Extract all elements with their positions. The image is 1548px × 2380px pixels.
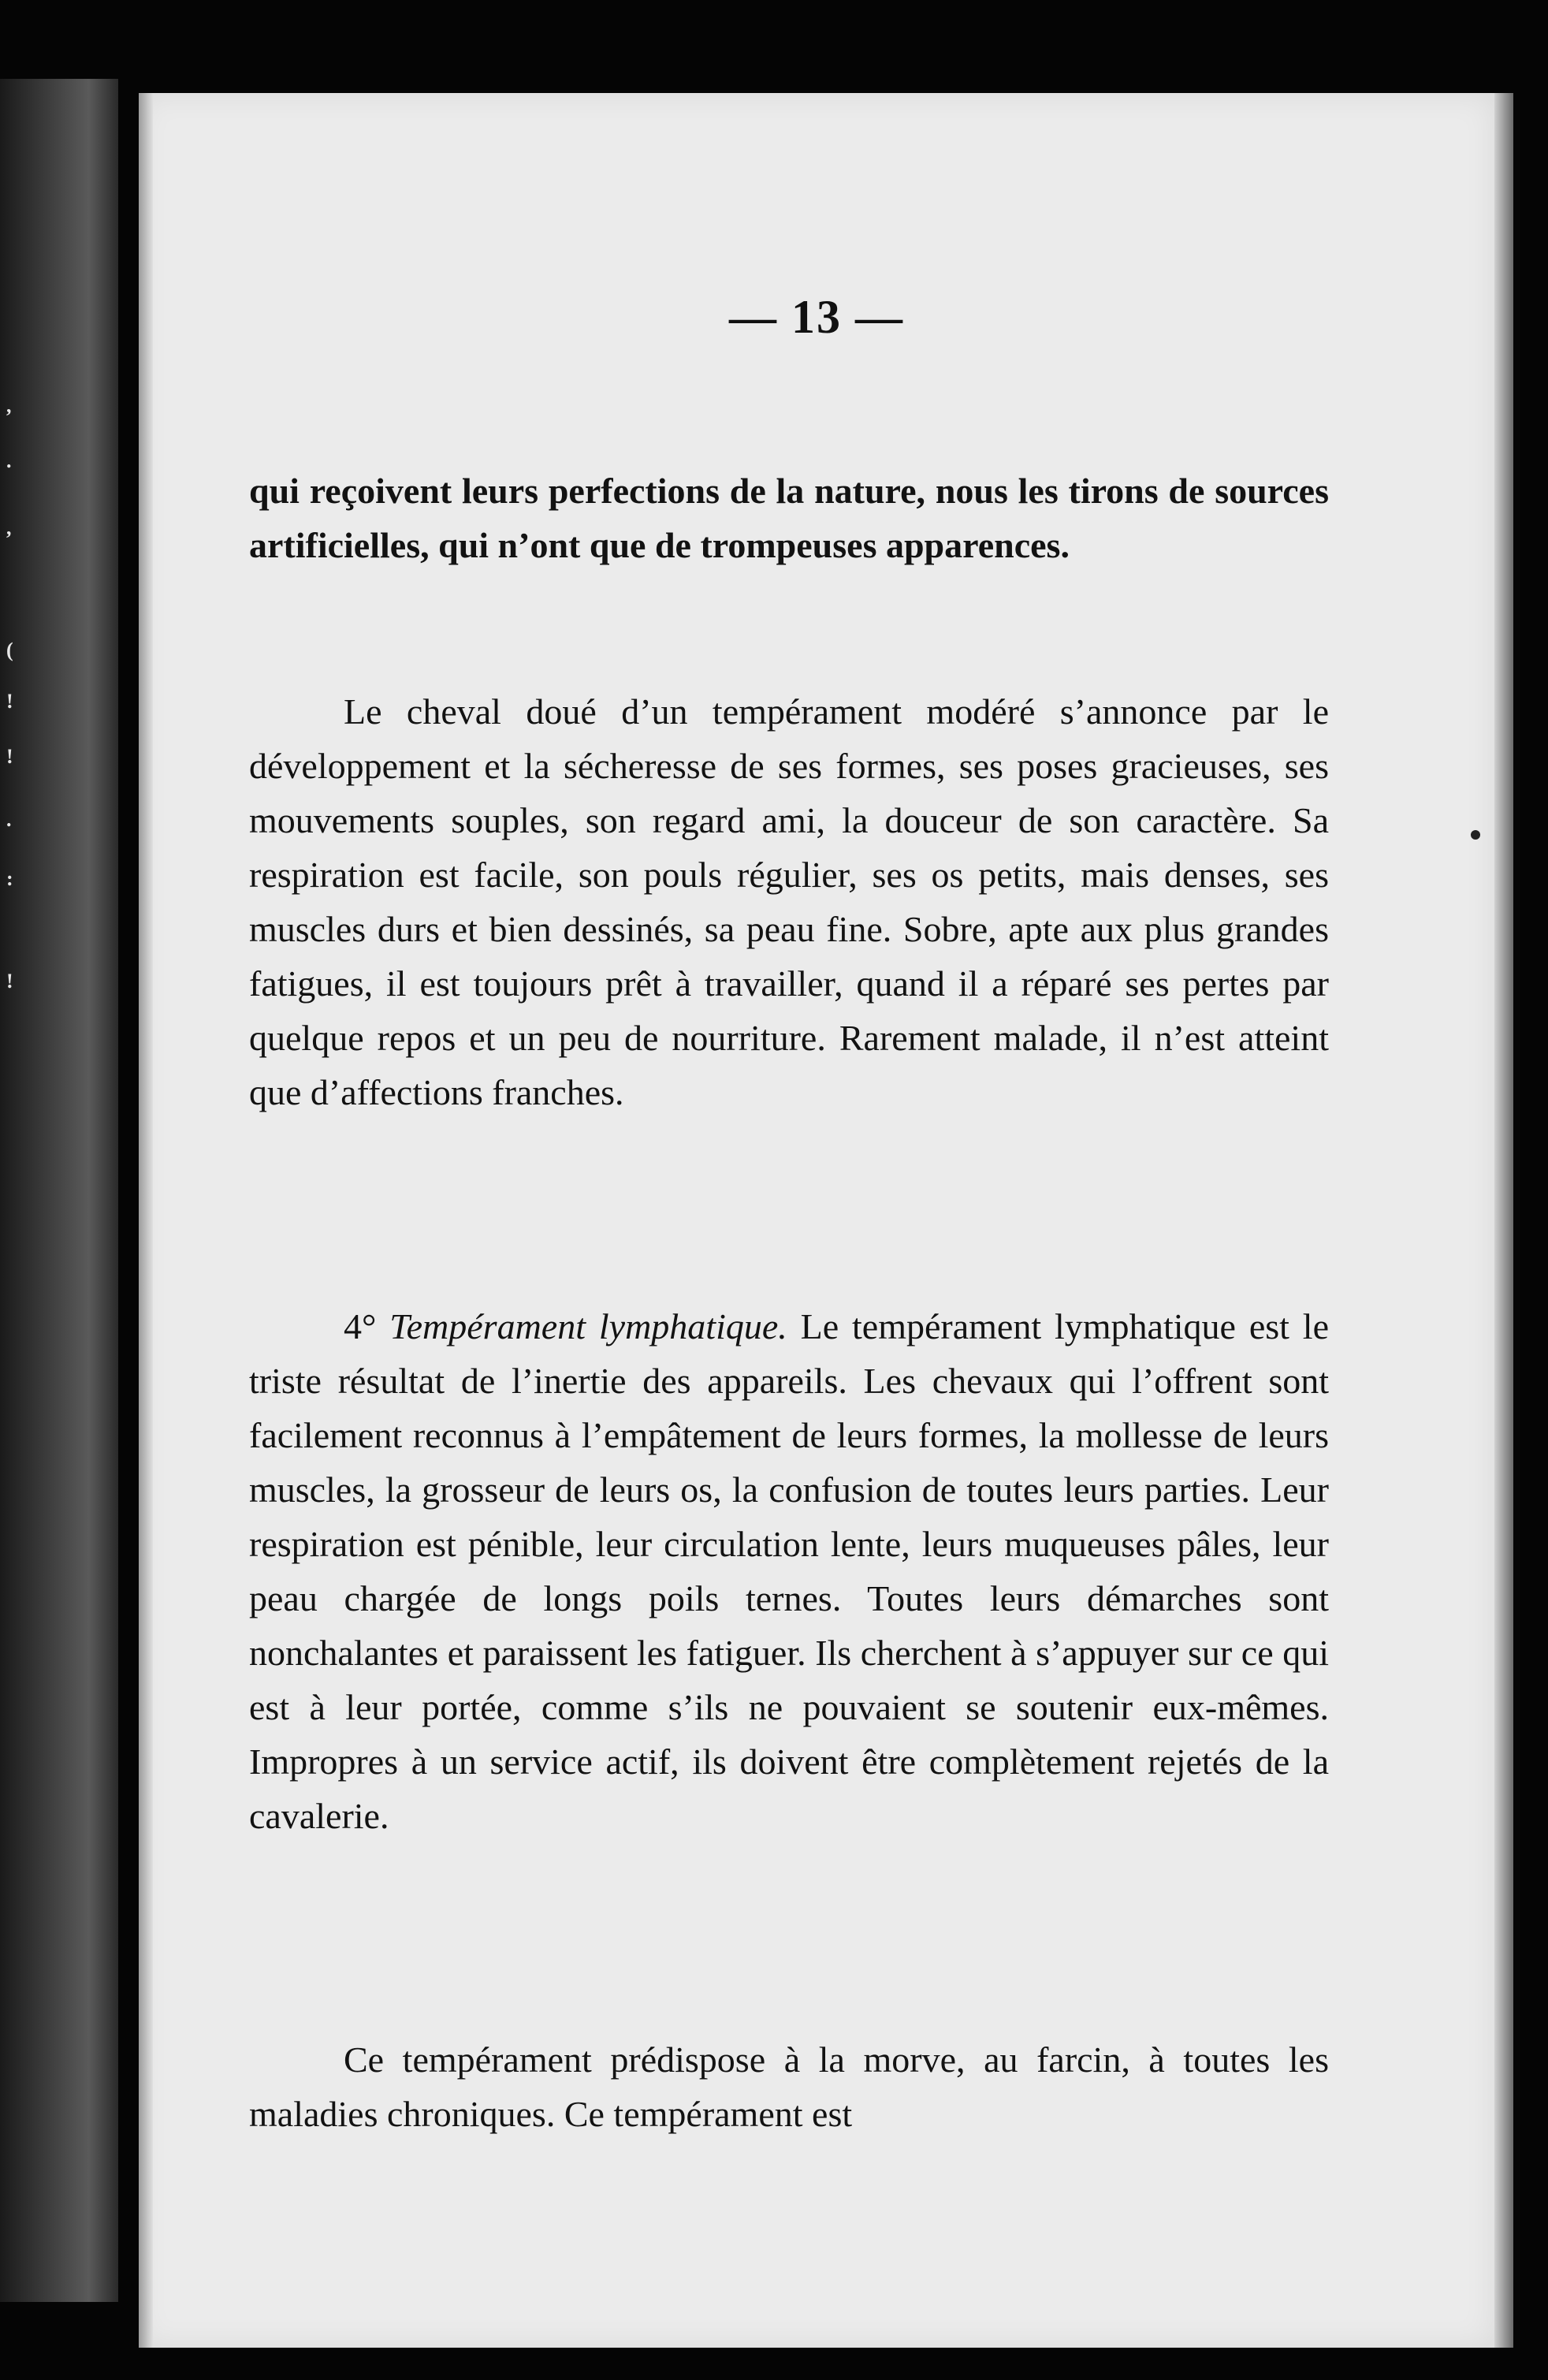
margin-mark: !	[6, 970, 13, 993]
margin-mark: !	[6, 690, 13, 713]
margin-mark: ,	[6, 516, 12, 539]
margin-mark: .	[6, 808, 12, 831]
margin-mark: .	[6, 449, 12, 472]
page-right-edge	[1494, 93, 1513, 2348]
paragraph-predisposition	[249, 2032, 1329, 2141]
paragraph-continuation	[249, 464, 1329, 572]
paragraph-text	[249, 1299, 1329, 1843]
speck-mark	[1471, 830, 1480, 840]
section-body: Le tempérament lymphatique est le triste résultat de l’inertie des appareils. Les chevaux qui l’offrent sont facilement reconnus à l’empâtement de leurs formes, la mollesse de leurs muscles, la grosseur de leurs os, la confusion de toutes leurs parties. Leur respiration est pénible, leur circulation lente, leurs muqueuses pâles, leur peau chargée de longs poils ternes. Toutes leurs démarches sont nonchalantes et paraissent les fatiguer. Ils cherchent à s’appuyer sur ce qui est à leur portée, comme s’ils ne pouvaient se soutenir eux-mêmes. Impropres à un service actif, ils doivent être complètement rejetés de la cavalerie.	[249, 1306, 1329, 1836]
book-page	[139, 93, 1494, 2348]
paragraph-lymphatic-temperament	[249, 1299, 1329, 1843]
paragraph-text: Le cheval doué d’un tempérament modéré s’annonce par le développement et la sécheresse de ses formes, ses poses gracieuses, ses mouvements souples, son regard ami, la douceur de son caractère. Sa respiration est facile, son pouls régulier, ses os petits, mais denses, ses muscles durs et bien dessinés, sa peau fine. Sobre, apte aux plus grandes fatigues, il est toujours prêt à travailler, quand il a réparé ses pertes par quelque repos et un peu de nourriture. Rarement malade, il n’est atteint que d’affections franches.	[249, 691, 1329, 1112]
margin-mark: ,	[6, 394, 12, 417]
margin-mark: (	[6, 639, 13, 661]
paragraph-text: Ce tempérament prédispose à la morve, au farcin, à toutes les maladies chroniques. Ce tempérament est	[249, 2039, 1329, 2134]
paragraph-text: qui reçoivent leurs perfections de la nature, nous les tirons de sources artificielles, qui n’ont que de trompeuses apparences.	[249, 471, 1329, 565]
section-number: 4°	[344, 1306, 390, 1346]
page-spine	[139, 93, 153, 2348]
previous-page-edge	[0, 79, 118, 2302]
page-number: — 13 —	[729, 291, 904, 343]
section-heading: Tempérament lymphatique.	[389, 1306, 787, 1346]
margin-mark: :	[6, 867, 13, 890]
margin-mark: !	[6, 745, 13, 768]
paragraph-moderate-temperament	[249, 684, 1329, 1119]
